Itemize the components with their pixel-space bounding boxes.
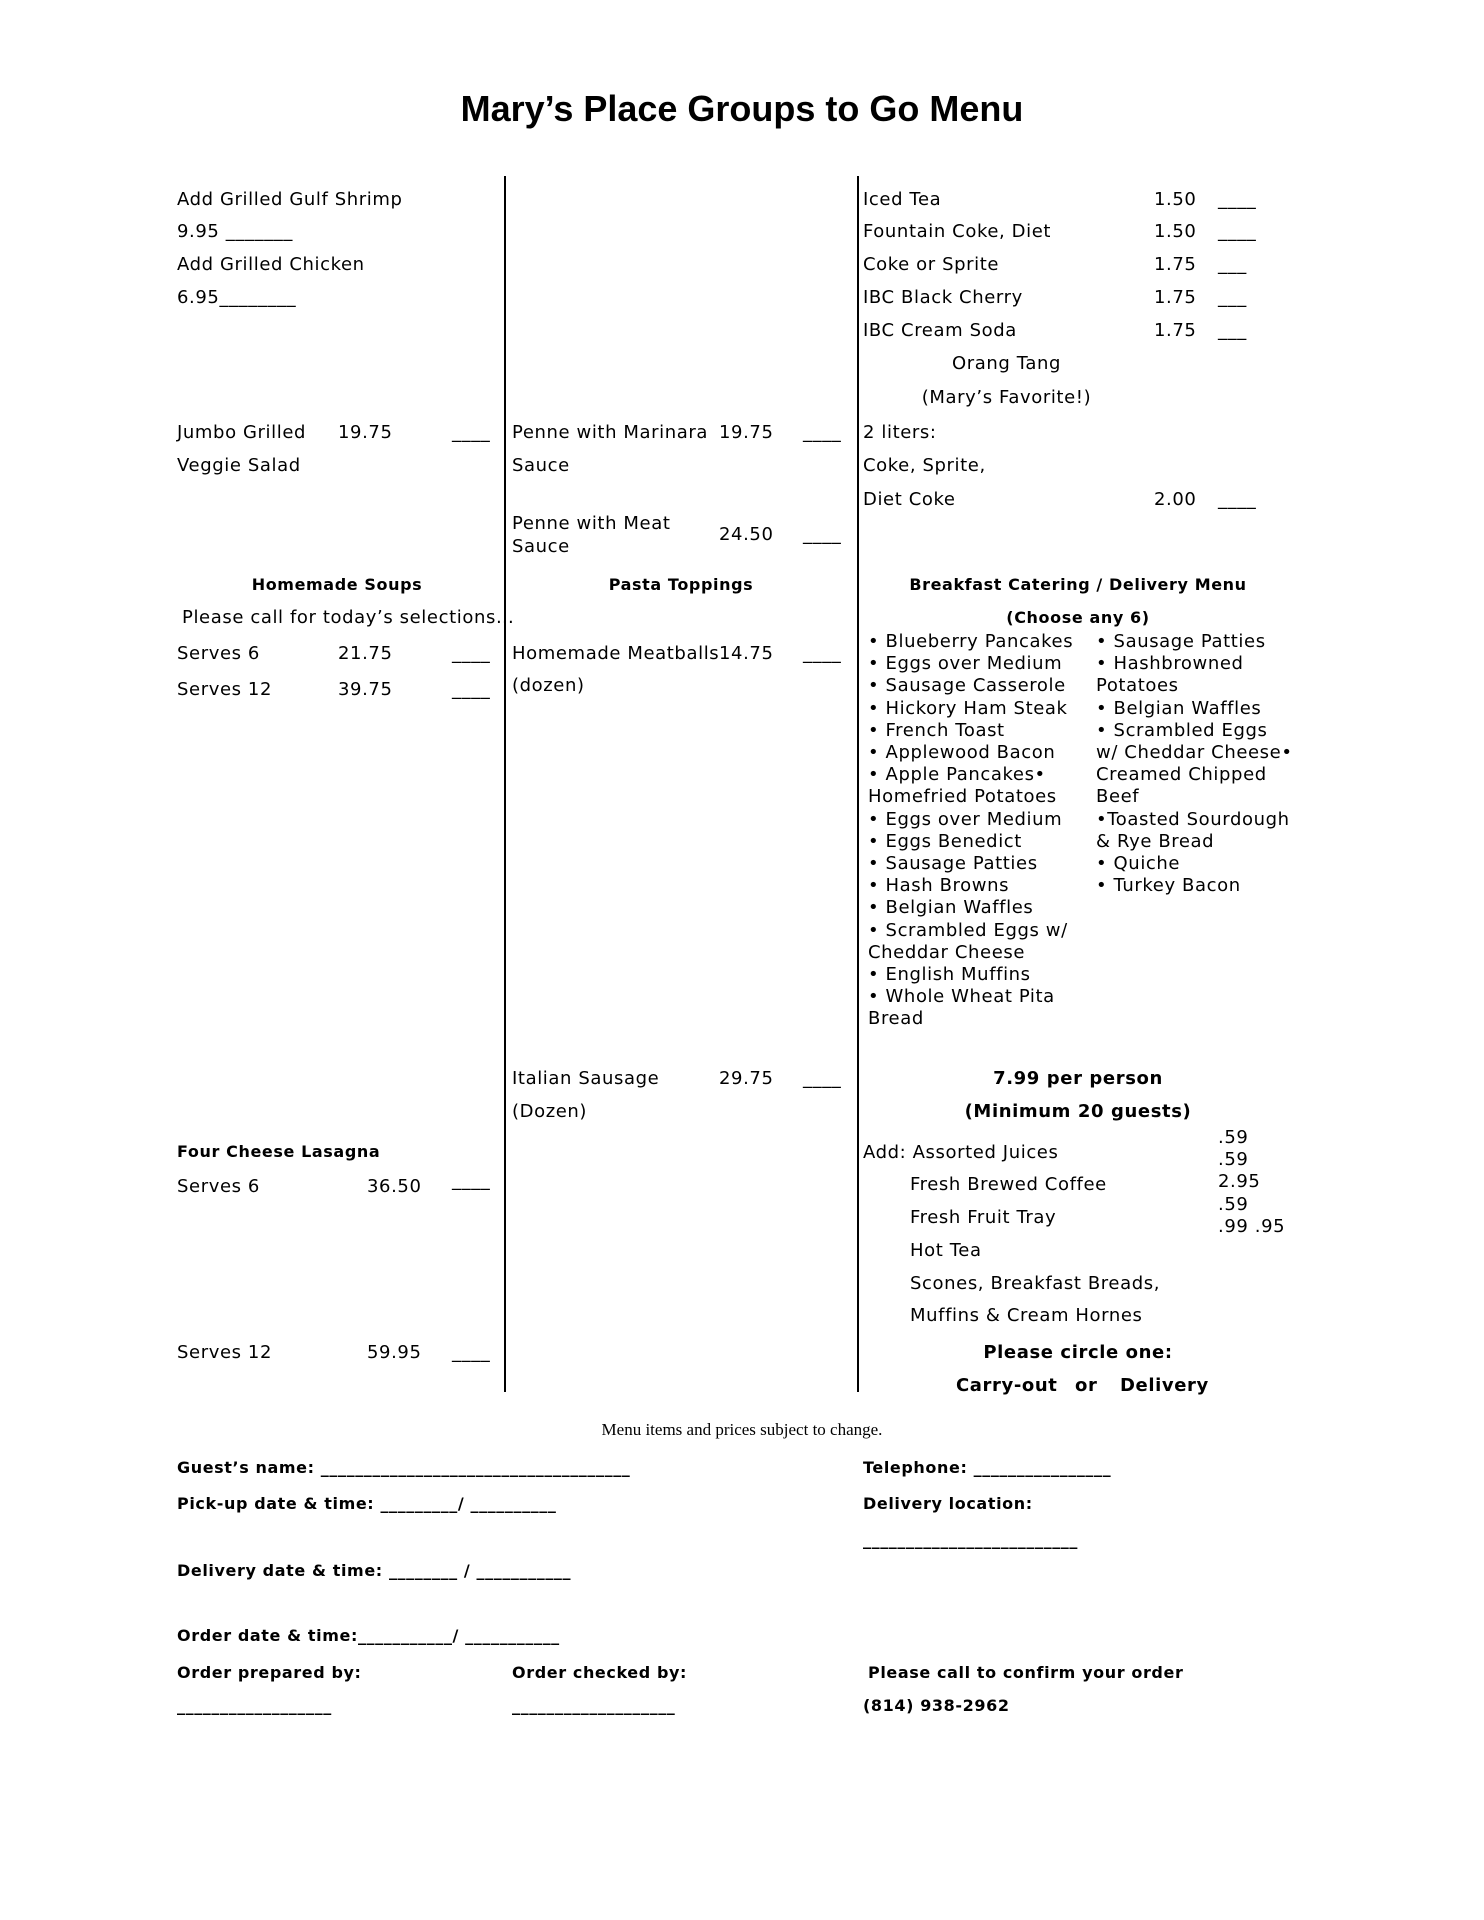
lasagna12-price: 59.95: [367, 1342, 422, 1363]
salad-name-line2: Veggie Salad: [177, 455, 301, 476]
meatballs-price: 14.75: [719, 643, 774, 664]
prepared-by-label: Order prepared by:: [177, 1663, 362, 1682]
shrimp-price: 9.95 _______: [177, 221, 293, 242]
drink-order-blank[interactable]: ___: [1218, 287, 1247, 308]
breakfast-option: Creamed Chipped: [1096, 764, 1267, 786]
breakfast-option: • Sausage Casserole: [868, 675, 1066, 697]
addon-price: 2.95: [1218, 1171, 1261, 1193]
checked-by-field[interactable]: ___________________: [512, 1696, 676, 1715]
toppings-heading: Pasta Toppings: [608, 575, 754, 594]
breakfast-option: • Apple Pancakes•: [868, 764, 1046, 786]
drink-name: Fountain Coke, Diet: [863, 221, 1052, 242]
drink-name: Iced Tea: [863, 189, 942, 210]
drink-price: 1.75: [1154, 320, 1197, 341]
soup6-label: Serves 6: [177, 643, 260, 664]
disclaimer: Menu items and prices subject to change.: [601, 1420, 883, 1439]
penne-meat-line2: Sauce: [512, 536, 570, 557]
breakfast-option: • Belgian Waffles: [868, 897, 1034, 919]
penne-meat-price: 24.50: [719, 524, 774, 545]
soup12-label: Serves 12: [177, 679, 273, 700]
lasagna-heading: Four Cheese Lasagna: [177, 1142, 381, 1161]
penne-marinara-line2: Sauce: [512, 455, 570, 476]
checked-by-label: Order checked by:: [512, 1663, 688, 1682]
chicken-price: 6.95________: [177, 287, 297, 308]
breakfast-option: • Hash Browns: [868, 875, 1010, 897]
delivery-location-label: Delivery location:: [863, 1494, 1033, 1513]
circle-one-label: Please circle one:: [983, 1342, 1173, 1363]
addon-scones: Scones, Breakfast Breads,: [910, 1273, 1161, 1294]
meatballs-line1: Homemade Meatballs: [512, 643, 720, 664]
delivery-datetime-field[interactable]: Delivery date & time: ________ / ___________: [177, 1561, 572, 1580]
breakfast-option: • Scrambled Eggs w/: [868, 919, 1068, 941]
two-liters-order-blank[interactable]: ____: [1218, 489, 1257, 510]
breakfast-option: • Quiche: [1096, 853, 1181, 875]
soup6-price: 21.75: [338, 643, 393, 664]
breakfast-option: • Whole Wheat Pita: [868, 986, 1055, 1008]
meatballs-line2: (dozen): [512, 675, 585, 696]
sausage-price: 29.75: [719, 1068, 774, 1089]
sausage-line1: Italian Sausage: [512, 1068, 660, 1089]
order-datetime-field[interactable]: Order date & time:___________/ ___________: [177, 1626, 560, 1645]
delivery-option[interactable]: Delivery: [1120, 1375, 1209, 1396]
two-liters-label: 2 liters:: [863, 422, 937, 443]
breakfast-option: • Hashbrowned: [1096, 653, 1244, 675]
lasagna6-price: 36.50: [367, 1176, 422, 1197]
penne-meat-order-blank[interactable]: ____: [803, 524, 842, 545]
two-liters-items: Coke, Sprite,: [863, 455, 986, 476]
addon-hot-tea: Hot Tea: [910, 1240, 982, 1261]
meatballs-order-blank[interactable]: ____: [803, 643, 842, 664]
breakfast-option: • Sausage Patties: [868, 853, 1038, 875]
breakfast-option: Bread: [868, 1008, 924, 1030]
drink-price: 1.75: [1154, 287, 1197, 308]
breakfast-option: • Scrambled Eggs: [1096, 719, 1268, 741]
breakfast-option: • Blueberry Pancakes: [868, 631, 1074, 652]
breakfast-option: •Toasted Sourdough: [1096, 808, 1290, 830]
lasagna12-order-blank[interactable]: ____: [452, 1342, 491, 1363]
penne-marinara-price: 19.75: [719, 422, 774, 443]
two-liters-price: 2.00: [1154, 489, 1197, 510]
carryout-option[interactable]: Carry-out: [956, 1375, 1058, 1396]
diet-coke-label: Diet Coke: [863, 489, 956, 510]
drink-price: 1.50: [1154, 221, 1197, 242]
sausage-order-blank[interactable]: ____: [803, 1068, 842, 1089]
breakfast-option: • English Muffins: [868, 964, 1031, 986]
breakfast-choose-note: (Choose any 6): [1006, 608, 1150, 627]
breakfast-option: & Rye Bread: [1096, 830, 1215, 852]
drink-order-blank[interactable]: ____: [1218, 189, 1257, 210]
breakfast-options-right: [1096, 631, 1293, 897]
guest-name-field[interactable]: Guest’s name: ____________________________________: [177, 1458, 631, 1477]
breakfast-option: • Eggs over Medium: [868, 653, 1063, 675]
minimum-guests-note: (Minimum 20 guests): [964, 1101, 1192, 1122]
soups-note: Please call for today’s selections…: [182, 607, 515, 628]
prepared-by-field[interactable]: __________________: [177, 1696, 332, 1715]
breakfast-option: Beef: [1096, 786, 1140, 808]
breakfast-heading: Breakfast Catering / Delivery Menu: [909, 575, 1247, 594]
salad-name-line1: Jumbo Grilled: [177, 422, 307, 443]
addon-prices: [1218, 1127, 1285, 1238]
breakfast-option: • Applewood Bacon: [868, 742, 1056, 764]
marys-favorite-note: (Mary’s Favorite!): [921, 387, 1092, 408]
breakfast-option: • Sausage Patties: [1096, 631, 1266, 652]
confirm-order-note: Please call to confirm your order: [868, 1663, 1184, 1682]
telephone-field[interactable]: Telephone: ________________: [863, 1458, 1112, 1477]
drink-price: 1.50: [1154, 189, 1197, 210]
lasagna6-order-blank[interactable]: ____: [452, 1170, 491, 1191]
or-label: or: [1075, 1375, 1098, 1396]
page-title: Mary’s Place Groups to Go Menu: [460, 88, 1024, 129]
salad-order-blank[interactable]: ____: [452, 422, 491, 443]
breakfast-option: • Belgian Waffles: [1096, 697, 1262, 719]
breakfast-option: • Hickory Ham Steak: [868, 697, 1068, 719]
column-divider-left: [504, 176, 506, 1392]
penne-marinara-line1: Penne with Marinara: [512, 422, 709, 443]
column-divider-right: [857, 176, 859, 1392]
drink-order-blank[interactable]: ____: [1218, 221, 1257, 242]
pickup-field[interactable]: Pick-up date & time: _________/ __________: [177, 1494, 557, 1513]
drink-name: IBC Black Cherry: [863, 287, 1023, 308]
phone-number[interactable]: (814) 938-2962: [863, 1696, 1010, 1715]
lasagna6-label: Serves 6: [177, 1176, 260, 1197]
drink-name: Coke or Sprite: [863, 254, 1000, 275]
per-person-price: 7.99 per person: [993, 1068, 1163, 1089]
drink-price: 1.75: [1154, 254, 1197, 275]
addon-coffee: Fresh Brewed Coffee: [910, 1174, 1107, 1195]
breakfast-option: • French Toast: [868, 719, 1005, 741]
penne-marinara-order-blank[interactable]: ____: [803, 422, 842, 443]
breakfast-option: Cheddar Cheese: [868, 941, 1026, 963]
addon-price: .59: [1218, 1127, 1249, 1148]
soups-heading: Homemade Soups: [251, 575, 423, 594]
soup12-order-blank[interactable]: ____: [452, 679, 491, 700]
salad-price: 19.75: [338, 422, 393, 443]
addon-fruit-tray: Fresh Fruit Tray: [910, 1207, 1057, 1228]
soup6-order-blank[interactable]: ____: [452, 643, 491, 664]
breakfast-option: • Eggs over Medium: [868, 808, 1063, 830]
breakfast-option: w/ Cheddar Cheese•: [1096, 742, 1293, 764]
breakfast-option: • Turkey Bacon: [1096, 875, 1241, 897]
addon-juices: Add: Assorted Juices: [863, 1142, 1059, 1163]
soup12-price: 39.75: [338, 679, 393, 700]
breakfast-options-left: [868, 631, 1073, 1031]
breakfast-option: Potatoes: [1096, 675, 1179, 697]
addon-price: .59: [1218, 1193, 1249, 1215]
shrimp-label: Add Grilled Gulf Shrimp: [177, 189, 403, 210]
drink-order-blank[interactable]: ___: [1218, 254, 1247, 275]
breakfast-option: • Eggs Benedict: [868, 830, 1022, 852]
orang-tang-label: Orang Tang: [951, 353, 1062, 374]
drink-name: IBC Cream Soda: [863, 320, 1017, 341]
lasagna12-label: Serves 12: [177, 1342, 273, 1363]
addon-price: .99 .95: [1218, 1215, 1286, 1237]
penne-meat-line1: Penne with Meat: [512, 513, 671, 534]
chicken-label: Add Grilled Chicken: [177, 254, 365, 275]
addon-price: .59: [1218, 1149, 1249, 1171]
breakfast-option: Homefried Potatoes: [868, 786, 1057, 808]
addon-muffins: Muffins & Cream Hornes: [910, 1305, 1143, 1326]
sausage-line2: (Dozen): [512, 1101, 588, 1122]
drink-order-blank[interactable]: ___: [1218, 320, 1247, 341]
delivery-location-field[interactable]: _________________________: [863, 1530, 1078, 1549]
